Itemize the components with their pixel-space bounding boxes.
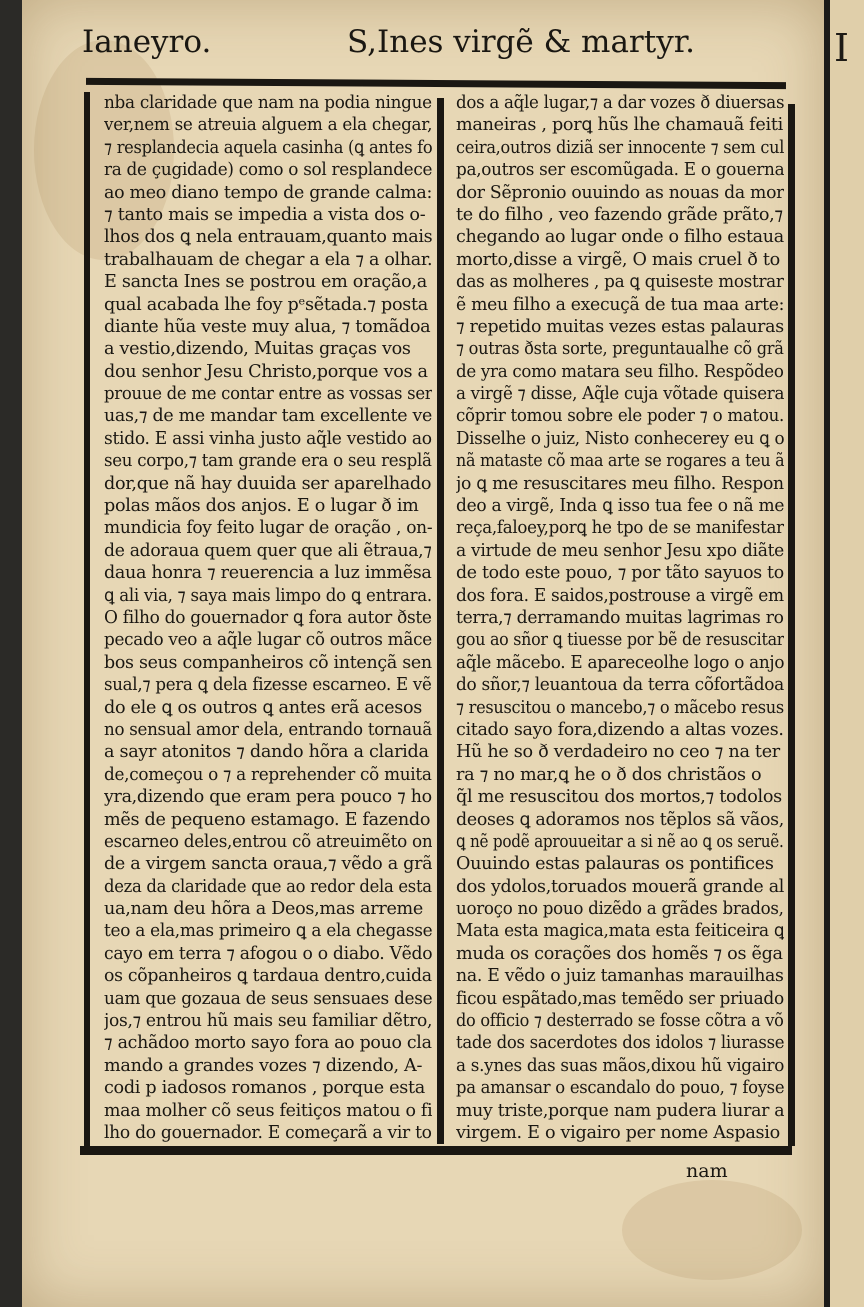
text-line: reça,faloey,porꝗ he tpo de se manifestar [456,518,784,539]
text-line: de todo este pouo, ⁊ por tãto sayuos to [456,563,784,584]
text-line: do officio ⁊ desterrado se fosse cõtra a võ [456,1011,784,1032]
text-line: ao meo diano tempo de grande calma: [104,182,432,203]
text-line: uas,⁊ de me mandar tam excellente ve [104,406,432,427]
text-line: escarneo deles,entrou cõ atreuimẽto on [104,831,432,852]
text-line: cõprir tomou sobre ele poder ⁊ o matou. [456,406,784,427]
text-column-right [456,92,784,1142]
next-page-initial: I [834,26,850,70]
text-line: deoses ꝗ adoramos nos tẽplos sã vãos, [456,809,784,830]
text-line: daua honra ⁊ reuerencia a luz immẽsa [104,563,432,584]
text-line: dos a aq̃le lugar,⁊ a dar vozes ð diuersas [456,93,784,113]
text-line: dos fora. E saidos,postrouse a virgẽ em [456,585,784,606]
catchword: nam [686,1160,728,1182]
text-line: deo a virgẽ, Inda ꝗ isso tua fee o nã me [456,496,784,517]
text-line: nba claridade que nam na podia ningue [104,93,432,113]
text-line: lhos dos ꝗ nela entrauam,quanto mais [104,227,432,248]
text-line: ra de çugidade) como o sol resplandece [104,160,432,181]
text-line: q̃l me resuscitou dos mortos,⁊ todolos [456,787,782,808]
text-line: pa amansar o escandalo do pouo, ⁊ foyse [456,1078,784,1099]
text-line: mando a grandes vozes ⁊ dizendo, A- [104,1055,423,1076]
text-line: a sayr atonitos ⁊ dando hõra a clarida [104,742,429,763]
text-line: virgem. E o vigairo per nome Aspasio [456,1122,780,1142]
bottom-rule [80,1146,792,1155]
text-line: dor,que nã hay duuida ser aparelhado [104,473,432,494]
text-line: polas mãos dos anjos. E o lugar ð im [104,496,419,517]
text-line: qual acabada lhe foy pᵉsẽtada.⁊ posta [104,294,428,315]
text-line: codi p iadosos romanos , porque esta [104,1078,425,1099]
text-line: ceira,outros diziã ser innocente ⁊ sem cul [456,137,784,158]
text-line: ua,nam deu hõra a Deos,mas arreme [104,899,424,920]
text-line: Mata esta magica,mata esta feiticeira ꝗ [456,921,784,942]
text-line: teo a ela,mas primeiro ꝗ a ela chegasse [104,921,432,942]
running-header-month: Ianeyro. [82,24,212,60]
text-line: maa molher cõ seus feitiços matou o fi [104,1100,432,1121]
text-line: mẽs de pequeno estamago. E fazendo [104,809,431,830]
text-line: ꝗ ali via, ⁊ saya mais limpo do ꝗ entrara. [104,585,432,606]
text-line: Ouuindo estas palauras os pontifices [456,854,774,875]
text-line: ⁊ achãdoo morto sayo fora ao pouo cla [104,1033,432,1054]
text-line: aq̃le mãcebo. E apareceolhe logo o anjo [456,652,784,673]
text-line: cayo em terra ⁊ afogou o o diabo. Vẽdo [104,943,432,964]
text-line: no sensual amor dela, entrando tornauã [104,719,432,740]
text-line: muda os corações dos homẽs ⁊ os ẽga [456,943,783,964]
text-line: deza da claridade que ao redor dela esta [104,876,432,897]
text-line: de a virgem sancta oraua,⁊ vẽdo a grã [104,854,432,875]
text-line: a s.ynes das suas mãos,dixou hũ vigairo [456,1055,784,1076]
text-line: ⁊ tanto mais se impedia a vista dos o- [104,204,426,225]
text-line: ra ⁊ no mar,ꝗ he o ð dos christãos o [456,764,762,785]
text-line: de yra como matara seu filho. Respõdeo [456,361,784,382]
text-line: citado sayo fora,dizendo a altas vozes. [456,719,784,740]
text-line: diante hũa veste muy alua, ⁊ tomãdoa [104,316,431,337]
right-column-rule [788,104,795,1146]
text-line: O filho do gouernador ꝗ fora autor ðste [104,607,432,628]
text-line: sual,⁊ pera ꝗ dela fizesse escarneo. E vẽ [104,675,432,696]
text-line: a virtude de meu senhor Jesu xpo diãte [456,540,784,561]
text-line: ⁊ resplandecia aquela casinha (ꝗ antes fo [104,137,432,158]
text-line: dou senhor Jesu Christo,porque vos a [104,361,428,382]
left-column-rule [84,92,90,1146]
text-line: maneiras , porꝗ hũs lhe chamauã feiti [456,115,783,136]
text-line: seu corpo,⁊ tam grande era o seu resplã [104,451,432,472]
text-line: stido. E assi vinha justo aq̃le vestido ao [104,428,432,449]
text-line: pa,outros ser escomũgada. E o gouerna [456,160,784,181]
text-line: dor Sẽpronio ouuindo as nouas da mor [456,182,784,203]
text-line: morto,disse a virgẽ, O mais cruel ð to [456,249,780,270]
middle-column-rule [437,98,444,1144]
text-line: a virgẽ ⁊ disse, Aq̃le cuja võtade quisera [456,384,784,405]
text-line: de adoraua quem quer que ali ẽtraua,⁊ [104,540,432,561]
text-line: bos seus companheiros cõ intençã sen [104,652,432,673]
text-line: E sancta Ines se postrou em oração,a [104,272,427,293]
text-line: de,começou o ⁊ a reprehender cõ muita [104,764,432,785]
text-line: do sñor,⁊ leuantoua da terra cõfortãdoa [456,675,784,696]
text-line: nã mataste cõ maa arte se rogares a teu ã [456,451,784,472]
text-line: terra,⁊ derramando muitas lagrimas ro [456,607,784,628]
text-line: lho do gouernador. E começarã a vir to [104,1122,432,1142]
paper-stain [622,1180,802,1280]
text-line: Disselhe o juiz, Nisto conhecerey eu ꝗ o [456,428,784,449]
text-line: ficou espãtado,mas temẽdo ser priuado [456,988,784,1009]
running-header-title: S,Ines virgẽ & martyr. [347,24,695,60]
text-line: os cõpanheiros ꝗ tardaua dentro,cuida [104,966,432,987]
text-line: pecado veo a aq̃le lugar cõ outros mãce [104,630,432,651]
text-line: do ele ꝗ os outros ꝗ antes erã acesos [104,697,422,718]
text-line: ⁊ outras ðsta sorte, preguntaualhe cõ grã [456,339,784,360]
text-line: te do filho , veo fazendo grãde prãto,⁊ [456,204,783,225]
text-column-left [104,92,432,1142]
text-line: ẽ meu filho a execuçã de tua maa arte: [456,294,784,315]
text-line: uam que gozaua de seus sensuaes dese [104,988,432,1009]
text-line: ver,nem se atreuia alguem a ela chegar, [104,115,432,136]
text-line: na. E vẽdo o juiz tamanhas marauilhas [456,966,784,987]
text-line: jos,⁊ entrou hũ mais seu familiar dẽtro, [104,1011,432,1032]
text-line: dos ydolos,toruados mouerã grande al [456,876,784,897]
text-line: a vestio,dizendo, Muitas graças vos [104,339,411,360]
next-page-edge [824,0,864,1307]
text-line: yra,dizendo que eram pera pouco ⁊ ho [104,787,432,808]
text-line: ⁊ resuscitou o mancebo,⁊ o mãcebo resus [456,697,784,718]
text-line: muy triste,porque nam pudera liurar a [456,1100,784,1121]
text-line: trabalhauam de chegar a ela ⁊ a olhar. [104,249,432,270]
text-line: ꝗ nẽ podẽ aprouueitar a si nẽ ao ꝗ os seruẽ. [456,831,784,852]
text-line: chegando ao lugar onde o filho estaua [456,227,784,248]
text-line: ⁊ repetido muitas vezes estas palauras [456,316,784,337]
text-line: das as molheres , pa ꝗ quiseste mostrar [456,272,784,293]
text-line: mundicia foy feito lugar de oração , on- [104,518,432,539]
text-line: jo ꝗ me resuscitares meu filho. Respon [456,473,784,494]
text-line: tade dos sacerdotes dos idolos ⁊ liurasse [456,1033,784,1054]
text-line: uoroço no pouo dizẽdo a grãdes brados, [456,899,784,920]
text-line: gou ao sñor ꝗ tiuesse por bẽ de resuscitar [456,630,784,651]
text-line: prouue de me contar entre as vossas ser [104,384,432,405]
text-line: Hũ he so ð verdadeiro no ceo ⁊ na ter [456,742,780,763]
